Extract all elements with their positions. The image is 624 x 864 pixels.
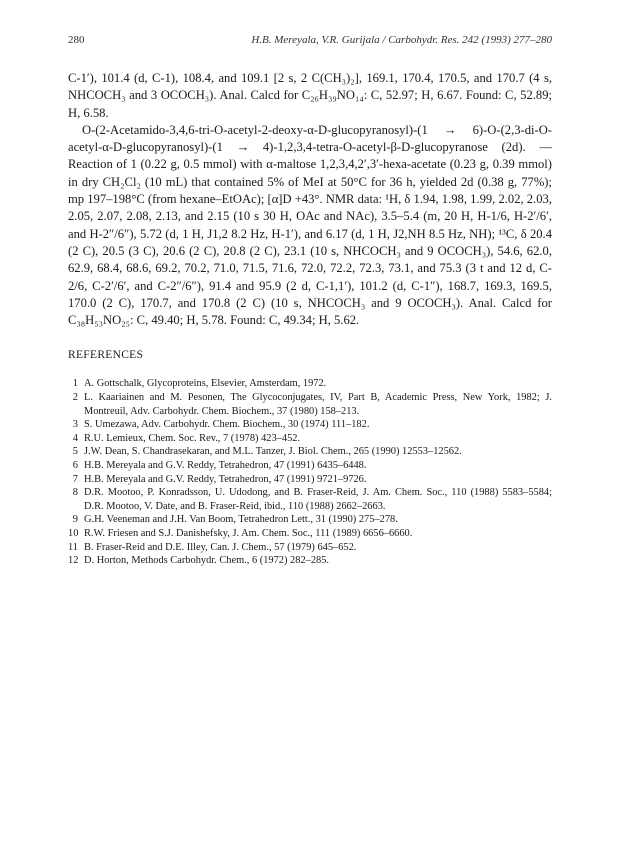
reference-text: L. Kaariainen and M. Pesonen, The Glycoconjugates, IV, Part B, Academic Press, New York, 1982; J. Montreuil, Adv. Carbohydr. Chem. Biochem., 37 (1980) 158–213. <box>84 392 552 417</box>
article-body <box>68 70 552 329</box>
reference-item <box>68 459 552 473</box>
reference-number: 10 <box>68 527 79 539</box>
reference-item <box>68 486 552 513</box>
reference-number: 8 <box>72 487 78 499</box>
reference-item <box>68 541 552 555</box>
page-number: 280 <box>68 34 85 46</box>
journal-page <box>68 34 552 568</box>
reference-number: 4 <box>72 432 78 444</box>
reference-number: 12 <box>68 555 79 567</box>
paragraph-analysis: C-1′), 101.4 (d, C-1), 108.4, and 109.1 [2 s, 2 C(CH₃)₂], 169.1, 170.4, 170.5, and 170.7 (4 s, NHCOCH₃ and 3 OCOCH₃). Anal. Calcd for C₂₆H₃₉NO₁₄: C, 52.97; H, 6.67. Found: C, 52.89; H, 6.58. <box>68 71 552 120</box>
reference-item <box>68 418 552 432</box>
reference-text: A. Gottschalk, Glycoproteins, Elsevier, Amsterdam, 1972. <box>84 378 327 390</box>
reference-item <box>68 473 552 487</box>
reference-text: H.B. Mereyala and G.V. Reddy, Tetrahedron, 47 (1991) 6435–6448. <box>84 460 367 472</box>
reference-text: B. Fraser-Reid and D.E. Illey, Can. J. Chem., 57 (1979) 645–652. <box>84 541 357 553</box>
reference-number: 5 <box>72 446 78 458</box>
reference-text: S. Umezawa, Adv. Carbohydr. Chem. Biochem., 30 (1974) 111–182. <box>84 419 370 431</box>
reference-number: 2 <box>72 392 78 404</box>
references-heading: REFERENCES <box>68 349 144 362</box>
reference-number: 9 <box>72 514 78 526</box>
reference-item <box>68 445 552 459</box>
running-head: H.B. Mereyala, V.R. Gurijala / Carbohydr. Res. 242 (1993) 277–280 <box>251 34 552 46</box>
reference-text: D.R. Mootoo, P. Konradsson, U. Udodong, and B. Fraser-Reid, J. Am. Chem. Soc., 110 (1988) 5583–5584; D.R. Mootoo, V. Date, and B. Fraser-Reid, ibid., 110 (1988) 2662–2663. <box>84 487 552 512</box>
reference-number: 3 <box>72 419 78 431</box>
reference-number: 1 <box>72 378 78 390</box>
reference-number: 6 <box>72 460 78 472</box>
reference-item <box>68 554 552 568</box>
reference-item <box>68 432 552 446</box>
reference-text: G.H. Veeneman and J.H. Van Boom, Tetrahedron Lett., 31 (1990) 275–278. <box>84 514 398 526</box>
reference-number: 11 <box>68 541 79 553</box>
reference-text: H.B. Mereyala and G.V. Reddy, Tetrahedron, 47 (1991) 9721–9726. <box>84 473 367 485</box>
reference-text: D. Horton, Methods Carbohydr. Chem., 6 (1972) 282–285. <box>84 555 330 567</box>
reference-text: R.W. Friesen and S.J. Danishefsky, J. Am. Chem. Soc., 111 (1989) 6656–6660. <box>84 527 413 539</box>
reference-list <box>68 377 552 567</box>
reference-item <box>68 391 552 418</box>
reference-number: 7 <box>72 473 78 485</box>
reference-item <box>68 513 552 527</box>
reference-text: J.W. Dean, S. Chandrasekaran, and M.L. Tanzer, J. Biol. Chem., 265 (1990) 12553–12562. <box>84 446 462 458</box>
reference-item <box>68 527 552 541</box>
reference-text: R.U. Lemieux, Chem. Soc. Rev., 7 (1978) 423–452. <box>84 432 301 444</box>
paragraph-compound-2d: O-(2-Acetamido-3,4,6-tri-O-acetyl-2-deoxy-α-D-glucopyranosyl)-(1 → 6)-O-(2,3-di-O-acetyl-α-D-glucopyranosyl)-(1 → 4)-1,2,3,4-tetra-O-acetyl-β-D-glucopyranose (2d). —Reaction of 1 (0.22 g, 0.5 mmol) with α-maltose 1,2,3,4,2′,3′-hexa-acetate (0.23 g, 0.39 mmol) in dry CH₂Cl₂ (10 mL) that contained 5% of MeI at 50°C for 36 h, yielded 2d (0.38 g, 77%); mp 197–198°C (from hexane–EtOAc); [α]D +43°. NMR data: ¹H, δ 1.94, 1.98, 1.99, 2.02, 2.03, 2.05, 2.07, 2.08, 2.13, and 2.15 (10 s 30 H, OAc and NAc), 3.5–5.4 (m, 20 H, H-1/6, H-2′/6′, and H-2″/6″), 5.72 (d, 1 H, J1,2 8.2 Hz, H-1′), and 6.17 (d, 1 H, J2,NH 8.5 Hz, NH); ¹³C, δ 20.4 (2 C), 20.5 (3 C), 20.6 (2 C), 20.8 (2 C), 23.1 (10 s, NHCOCH₃ and 9 OCOCH₃), 54.6, 62.0, 62.9, 68.4, 68.6, 69.2, 70.2, 71.0, 71.5, 71.6, 72.0, 72.2, 72.3, 73.1, and 75.3 (3 t and 12 d, C-2/6, C-2′/6′, and C-2″/6″), 91.4 and 95.9 (2 d, C-1,1′), 101.2 (d, C-1″), 168.7, 169.3, 169.5, 170.0 (2 C), 170.7, and 170.8 (2 C) (10 s, NHCOCH₃ and 9 OCOCH₃). Anal. Calcd for C₃₈H₅₃NO₂₅: C, 49.40; H, 5.78. Found: C, 49.34; H, 5.62. <box>68 122 552 328</box>
reference-item <box>68 377 552 391</box>
page-header <box>68 34 552 50</box>
